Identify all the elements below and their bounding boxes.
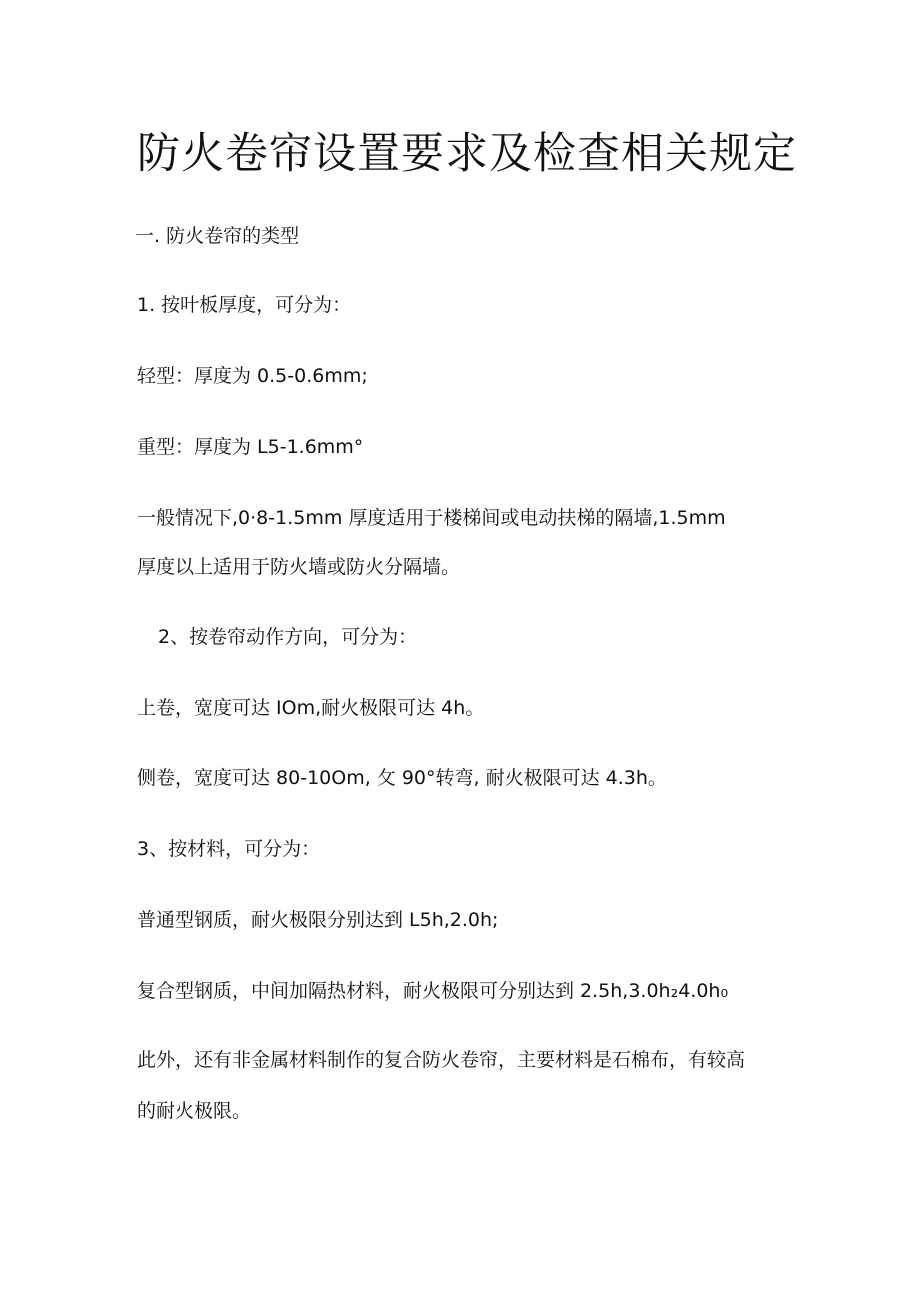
item-material-heading: 3、按材料，可分为： xyxy=(137,838,321,860)
ordinary-steel-text: 普通型钢质，耐火极限分别达到 L5h,2.0h; xyxy=(137,909,499,931)
composite-steel-text: 复合型钢质，中间加隔热材料，耐火极限可分别达到 2.5h,3.0h₂4.0h₀ xyxy=(137,980,729,1002)
general-usage-text-line-2: 厚度以上适用于防火墙或防火分隔墙。 xyxy=(137,556,461,578)
section-heading-types: 一. 防火卷帘的类型 xyxy=(135,225,300,247)
light-type-text: 轻型：厚度为 0.5-0.6mm; xyxy=(137,365,368,387)
item-direction-heading: 2、按卷帘动作方向，可分为： xyxy=(158,626,418,648)
document-title: 防火卷帘设置要求及检查相关规定 xyxy=(137,129,797,179)
nonmetal-curtain-text-line-1: 此外，还有非金属材料制作的复合防火卷帘，主要材料是石棉布，有较高 xyxy=(137,1049,746,1071)
nonmetal-curtain-text-line-2: 的耐火极限。 xyxy=(137,1100,252,1122)
general-usage-text-line-1: 一般情况下,0·8-1.5mm 厚度适用于楼梯间或电动扶梯的隔墙,1.5mm xyxy=(137,507,726,529)
up-roll-text: 上卷，宽度可达 IOm,耐火极限可达 4h。 xyxy=(137,697,485,719)
item-thickness-heading: 1. 按叶板厚度，可分为： xyxy=(137,294,352,316)
heavy-type-text: 重型：厚度为 L5-1.6mm° xyxy=(137,436,364,458)
side-roll-text: 侧卷，宽度可达 80-10Om, 攵 90°转弯, 耐火极限可达 4.3h。 xyxy=(137,767,667,789)
